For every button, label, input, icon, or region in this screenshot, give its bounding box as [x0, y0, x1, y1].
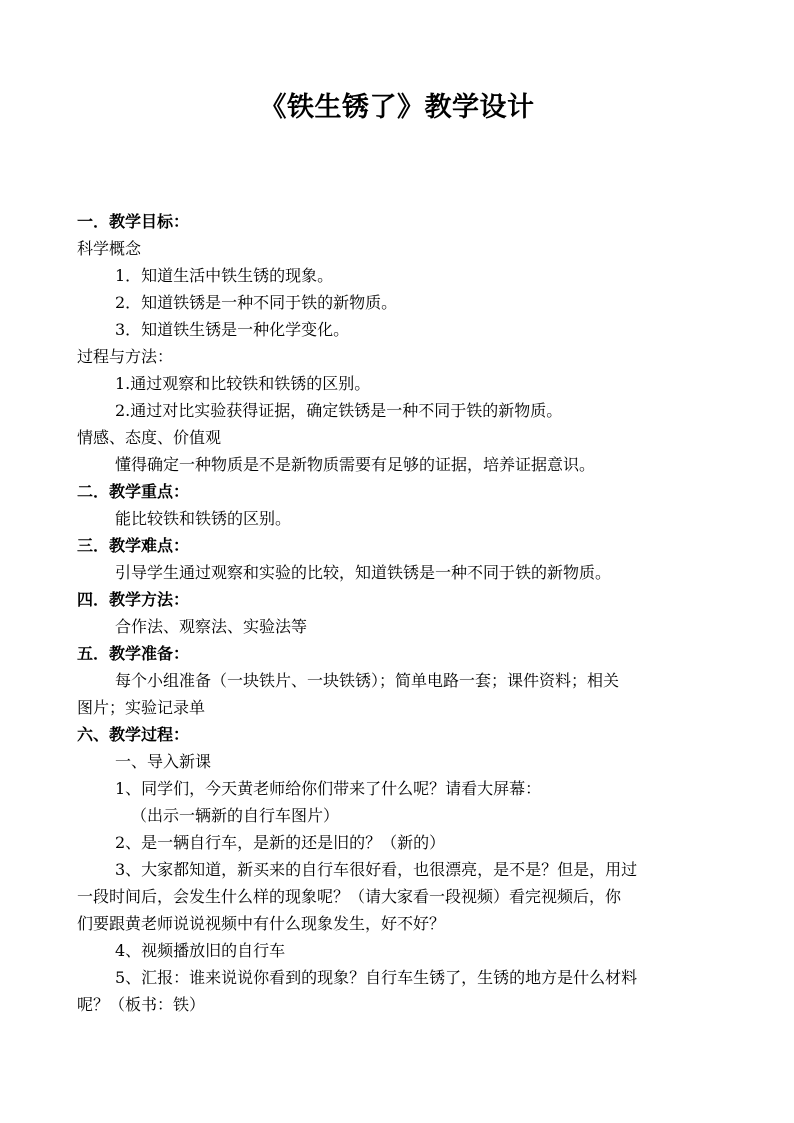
line: 引导学生通过观察和实验的比较，知道铁锈是一种不同于铁的新物质。 — [115, 563, 612, 582]
section-heading: 四．教学方法： — [77, 590, 190, 609]
line: 一、导入新课 — [115, 752, 212, 771]
line: 1．知道生活中铁生锈的现象。 — [115, 266, 334, 285]
line: 懂得确定一种物质是不是新物质需要有足够的证据，培养证据意识。 — [115, 455, 596, 474]
line: 科学概念 — [77, 239, 142, 258]
line: 每个小组准备（一块铁片、一块铁锈）；简单电路一套；课件资料；相关 — [115, 671, 620, 690]
line: 1、同学们，今天黄老师给你们带来了什么呢？请看大屏幕： — [115, 779, 542, 798]
line: 2．知道铁锈是一种不同于铁的新物质。 — [115, 293, 398, 312]
line: 情感、态度、价值观 — [77, 428, 222, 447]
line: （出示一辆新的自行车图片） — [131, 806, 340, 825]
line: 2、是一辆自行车，是新的还是旧的？（新的） — [115, 833, 446, 852]
section-heading: 六、教学过程： — [77, 725, 190, 744]
section-heading: 一．教学目标： — [77, 212, 190, 231]
line: 5、汇报：谁来说说你看到的现象？自行车生锈了，生锈的地方是什么材料 — [115, 968, 638, 987]
line: 3．知道铁生锈是一种化学变化。 — [115, 320, 350, 339]
line: 们要跟黄老师说说视频中有什么现象发生，好不好？ — [77, 914, 446, 933]
section-heading: 三．教学难点： — [77, 536, 190, 555]
line: 合作法、观察法、实验法等 — [115, 617, 308, 636]
document-title: 《铁生锈了》教学设计 — [259, 92, 535, 123]
section-heading: 二．教学重点： — [77, 482, 190, 501]
document-body — [77, 208, 717, 1018]
section-heading: 五．教学准备： — [77, 644, 190, 663]
line: 2.通过对比实验获得证据，确定铁锈是一种不同于铁的新物质。 — [115, 401, 563, 420]
line: 呢？（板书：铁） — [77, 995, 206, 1014]
line: 1.通过观察和比较铁和铁锈的区别。 — [115, 374, 371, 393]
line: 能比较铁和铁锈的区别。 — [115, 509, 292, 528]
line: 图片；实验记录单 — [77, 698, 206, 717]
line: 过程与方法： — [77, 347, 174, 366]
line: 3、大家都知道，新买来的自行车很好看，也很漂亮，是不是？但是，用过 — [115, 860, 638, 879]
line: 4、视频播放旧的自行车 — [115, 941, 286, 960]
line: 一段时间后，会发生什么样的现象呢？（请大家看一段视频）看完视频后，你 — [77, 887, 622, 906]
